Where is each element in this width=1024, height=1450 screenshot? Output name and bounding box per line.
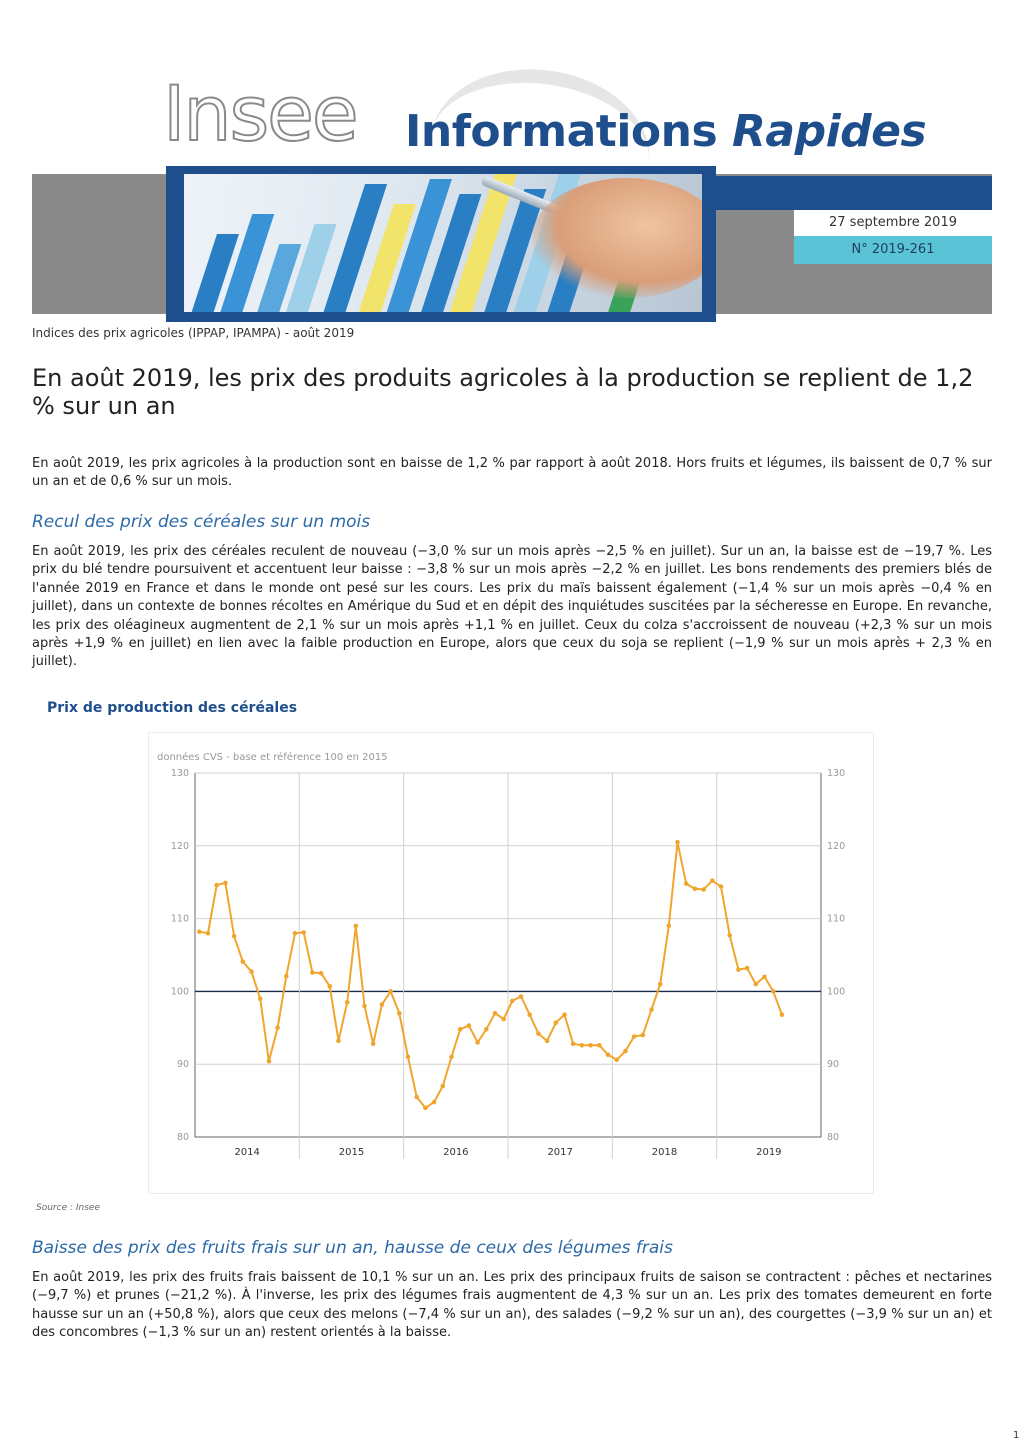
data-point bbox=[649, 1007, 654, 1012]
y-tick-label-left: 110 bbox=[170, 913, 189, 925]
x-tick-label: 2018 bbox=[651, 1147, 678, 1158]
data-point bbox=[388, 989, 393, 994]
data-point bbox=[597, 1043, 602, 1048]
data-point bbox=[345, 1000, 350, 1005]
x-tick-label: 2014 bbox=[234, 1147, 260, 1158]
data-point bbox=[458, 1027, 463, 1032]
cereal-price-chart bbox=[148, 732, 874, 1194]
figure-source: Source : Insee bbox=[36, 1203, 100, 1213]
data-point bbox=[449, 1055, 454, 1060]
data-point bbox=[684, 881, 689, 886]
data-point bbox=[493, 1011, 498, 1016]
data-point bbox=[206, 931, 211, 936]
data-point bbox=[675, 840, 680, 845]
data-point bbox=[214, 883, 219, 888]
brand-main: Informations bbox=[405, 106, 718, 157]
data-point bbox=[771, 989, 776, 994]
chart-subtitle: données CVS - base et référence 100 en 2015 bbox=[157, 752, 388, 763]
data-point bbox=[293, 931, 298, 936]
data-point bbox=[275, 1026, 280, 1031]
data-point bbox=[501, 1017, 506, 1022]
data-point bbox=[258, 996, 263, 1001]
figure-title: Prix de production des céréales bbox=[47, 700, 298, 716]
intro-paragraph: En août 2019, les prix agricoles à la production sont en baisse de 1,2 % par rapport à août 2018. Hors fruits et légumes, ils baissent de 0,7 % sur un an et de 0,6 % sur un mois. bbox=[32, 456, 992, 490]
data-point bbox=[606, 1052, 611, 1057]
y-tick-label-right: 130 bbox=[827, 768, 846, 779]
data-point bbox=[406, 1055, 411, 1060]
data-point bbox=[554, 1020, 559, 1025]
header-navy-band bbox=[716, 176, 992, 210]
chart-hand-photo bbox=[184, 174, 702, 312]
section-title-fruits: Baisse des prix des fruits frais sur un an, hausse de ceux des légumes frais bbox=[32, 1238, 673, 1258]
data-point bbox=[736, 967, 741, 972]
data-point bbox=[475, 1040, 480, 1045]
data-point bbox=[614, 1058, 619, 1063]
brand-italic: Rapides bbox=[732, 106, 927, 157]
data-point bbox=[693, 887, 698, 892]
data-point bbox=[536, 1031, 541, 1036]
chart-series bbox=[197, 840, 784, 1110]
page-title: En août 2019, les prix des produits agricoles à la production se replient de 1,2 % sur un an bbox=[32, 364, 974, 420]
data-point bbox=[441, 1084, 446, 1089]
data-point bbox=[328, 984, 333, 989]
data-point bbox=[632, 1034, 637, 1039]
data-point bbox=[623, 1049, 628, 1054]
y-tick-label-right: 80 bbox=[827, 1132, 840, 1143]
data-point bbox=[249, 969, 254, 974]
data-point bbox=[241, 959, 246, 964]
header-photo bbox=[166, 166, 716, 322]
publication-title bbox=[405, 104, 926, 160]
y-tick-label-right: 120 bbox=[827, 840, 846, 852]
section-title-cereals: Recul des prix des céréales sur un mois bbox=[32, 512, 371, 532]
x-tick-label: 2019 bbox=[756, 1147, 782, 1158]
data-point bbox=[510, 999, 515, 1004]
data-point bbox=[527, 1012, 532, 1017]
y-tick-label-left: 130 bbox=[170, 768, 189, 779]
data-point bbox=[362, 1004, 367, 1009]
data-point bbox=[310, 970, 315, 975]
data-point bbox=[432, 1100, 437, 1105]
data-point bbox=[397, 1011, 402, 1016]
data-point bbox=[754, 982, 759, 987]
data-point bbox=[484, 1027, 489, 1032]
data-point bbox=[710, 878, 715, 883]
data-point bbox=[414, 1095, 419, 1100]
data-point bbox=[380, 1002, 385, 1007]
section-text-fruits: En août 2019, les prix des fruits frais baissent de 10,1 % sur un an. Les prix des principaux fruits de saison se contractent : pêches et nectarines (−9,7 %) et prunes (−21,2 %). À l'inverse, les prix des légumes frais augmentent de 4,3 % sur un an. Les prix des tomates demeurent en forte hausse sur un an (+50,8 %), alors que ceux des melons (−7,4 % sur un an), des salades (−9,2 % sur un an), des courgettes (−3,9 % sur un an) et des concombres (−1,3 % sur un an) restent orientés à la baisse. bbox=[32, 1270, 992, 1341]
chart-svg bbox=[149, 733, 875, 1195]
data-point bbox=[223, 881, 228, 886]
data-point bbox=[562, 1012, 567, 1017]
section-text-cereals: En août 2019, les prix des céréales reculent de nouveau (−3,0 % sur un mois après −2,5 % en juillet). Sur un an, la baisse est de −19,7 %. Les prix du blé tendre poursuivent et accentuent leur baisse : −3,8 % sur un mois après −2,2 % en juillet. Les bons rendements des premiers blés de l'année 2019 en France et dans le monde ont pesé sur les cours. Les prix du maïs baissent également (−1,4 % sur un mois après −0,4 % en juillet), dans un contexte de bonnes récoltes en Amérique du Sud et en dépit des inquiétudes suscitées par la sécheresse en Europe. En revanche, les prix des oléagineux augmentent de 2,1 % sur un mois après +1,1 % en juillet. Ceux du colza s'accroissent de nouveau (+2,3 % sur un mois après +1,9 % en juillet) en lien avec la faible production en Europe, alors que ceux du soja se replient (−1,9 % sur un mois après + 2,3 % en juillet). bbox=[32, 544, 992, 670]
data-point bbox=[232, 934, 237, 939]
page-number: 1 bbox=[1013, 1430, 1020, 1441]
x-tick-label: 2016 bbox=[443, 1147, 469, 1158]
data-point bbox=[701, 887, 706, 892]
data-point bbox=[423, 1106, 428, 1111]
y-tick-label-left: 100 bbox=[170, 986, 189, 998]
data-point bbox=[762, 975, 767, 980]
x-tick-label: 2017 bbox=[547, 1147, 573, 1158]
data-point bbox=[780, 1012, 785, 1017]
data-point bbox=[319, 971, 324, 976]
y-tick-label-right: 110 bbox=[827, 913, 846, 925]
data-point bbox=[267, 1059, 272, 1064]
data-point bbox=[745, 966, 750, 971]
data-point bbox=[641, 1033, 646, 1038]
data-point bbox=[658, 982, 663, 987]
y-tick-label-left: 90 bbox=[176, 1059, 189, 1071]
x-tick-label: 2015 bbox=[338, 1147, 365, 1158]
y-tick-label-left: 120 bbox=[170, 840, 189, 852]
data-point bbox=[588, 1043, 593, 1048]
y-tick-label-left: 80 bbox=[176, 1132, 189, 1143]
data-point bbox=[719, 884, 724, 889]
data-point bbox=[284, 974, 289, 979]
y-tick-label-right: 90 bbox=[827, 1059, 840, 1071]
data-point bbox=[571, 1042, 576, 1047]
data-point bbox=[354, 924, 359, 929]
insee-logo: Insee bbox=[163, 69, 357, 158]
data-point bbox=[336, 1039, 341, 1044]
data-point bbox=[667, 924, 672, 929]
y-tick-label-right: 100 bbox=[827, 986, 846, 998]
data-point bbox=[519, 994, 524, 999]
series-label: Indices des prix agricoles (IPPAP, IPAMPA) - août 2019 bbox=[32, 326, 355, 340]
data-point bbox=[371, 1042, 376, 1047]
data-point bbox=[727, 933, 732, 938]
data-point bbox=[580, 1043, 585, 1048]
data-point bbox=[301, 930, 306, 935]
publication-date: 27 septembre 2019 bbox=[794, 210, 992, 236]
data-point bbox=[197, 929, 202, 934]
publication-number: N° 2019-261 bbox=[794, 236, 992, 264]
data-point bbox=[545, 1039, 550, 1044]
data-point bbox=[467, 1023, 472, 1028]
